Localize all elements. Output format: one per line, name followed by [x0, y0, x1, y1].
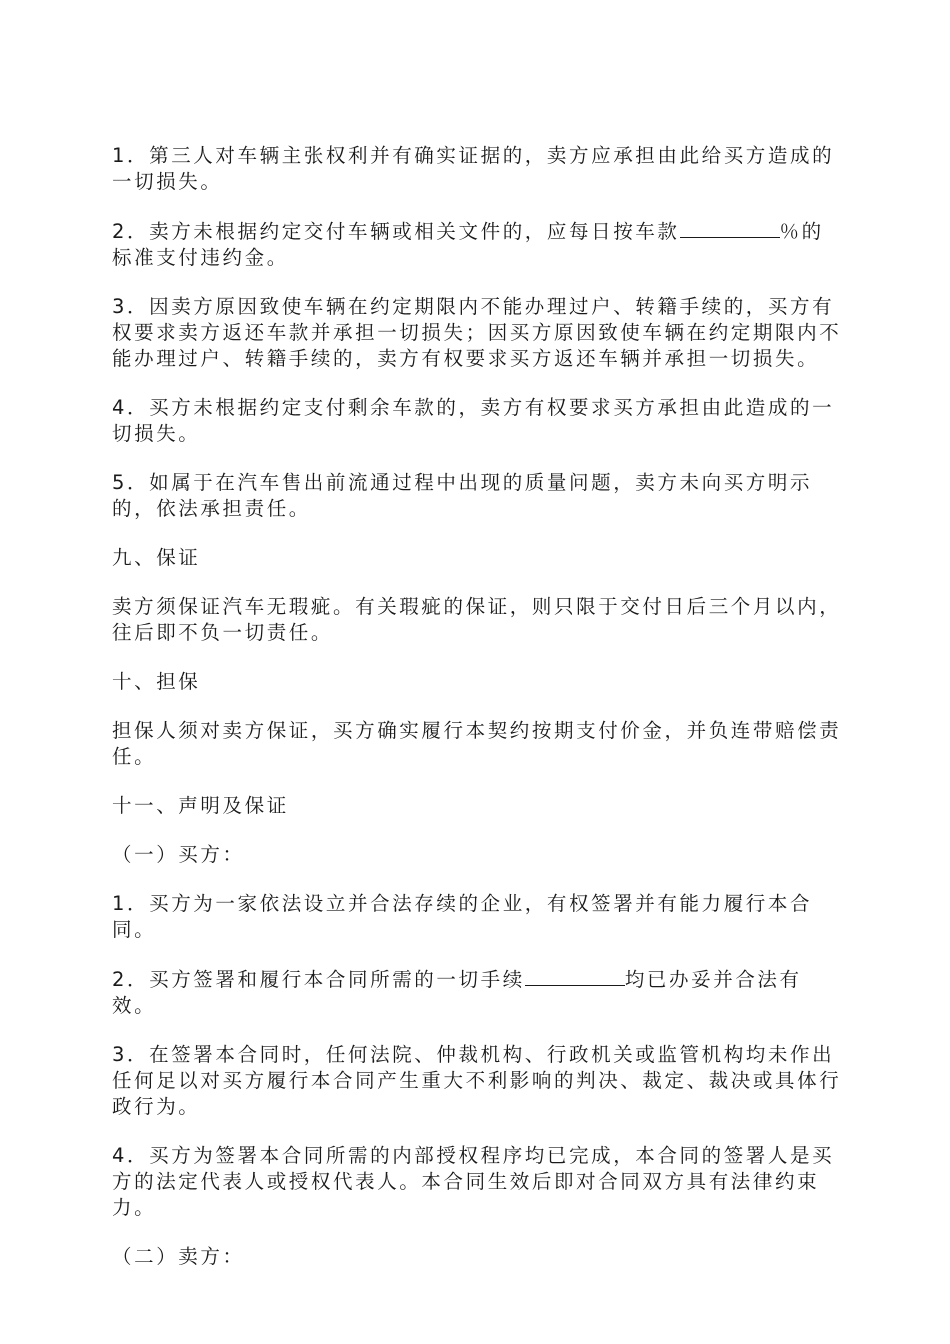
buyer-clause-3-paragraph: 3．在签署本合同时，任何法院、仲裁机构、行政机关或监管机构均未作出任何足以对买方履行本合同产生重大不利影响的判决、裁定、裁决或具体行政行为。: [112, 1043, 842, 1118]
buyer-subheading: （一）买方：: [112, 843, 245, 866]
section-9-heading: 九、保证: [112, 546, 201, 569]
buyer-clause-2-text-after: 均已办妥并合法有效。: [112, 968, 802, 1017]
clause-3-paragraph: 3．因卖方原因致使车辆在约定期限内不能办理过户、转籍手续的，买方有权要求卖方返还车款并承担一切损失；因买方原因致使车辆在约定期限内不能办理过户、转籍手续的，卖方有权要求买方返还车辆并承担一切损失。: [112, 295, 842, 370]
penalty-rate-blank: [680, 218, 780, 238]
buyer-clause-2-paragraph: [112, 966, 842, 1019]
section-11-heading: 十一、声明及保证: [112, 794, 289, 817]
buyer-clause-2-text-before: 2．买方签署和履行本合同所需的一切手续: [112, 968, 525, 991]
clause-5-paragraph: 5．如属于在汽车售出前流通过程中出现的质量问题，卖方未向买方明示的，依法承担责任。: [112, 471, 813, 520]
clause-1-paragraph: 1．第三人对车辆主张权利并有确实证据的，卖方应承担由此给买方造成的一切损失。: [112, 144, 835, 193]
seller-subheading: （二）卖方：: [112, 1245, 245, 1268]
clause-2-text-before: 2．卖方未根据约定交付车辆或相关文件的，应每日按车款: [112, 220, 680, 243]
procedures-blank: [525, 966, 625, 986]
warranty-paragraph: 卖方须保证汽车无瑕疵。有关瑕疵的保证，则只限于交付日后三个月以内，往后即不负一切责任。: [112, 595, 842, 644]
clause-2-paragraph: [112, 218, 842, 271]
buyer-clause-1-paragraph: 1．买方为一家依法设立并合法存续的企业，有权签署并有能力履行本合同。: [112, 892, 813, 941]
buyer-clause-4-paragraph: 4．买方为签署本合同所需的内部授权程序均已完成，本合同的签署人是买方的法定代表人或授权代表人。本合同生效后即对合同双方具有法律约束力。: [112, 1144, 835, 1219]
section-10-heading: 十、担保: [112, 670, 201, 693]
clause-2-text-after: ％的标准支付违约金。: [112, 220, 824, 269]
clause-4-paragraph: 4．买方未根据约定支付剩余车款的，卖方有权要求买方承担由此造成的一切损失。: [112, 396, 835, 445]
guarantee-paragraph: 担保人须对卖方保证，买方确实履行本契约按期支付价金，并负连带赔偿责任。: [112, 719, 842, 768]
document-body: [112, 143, 842, 1293]
